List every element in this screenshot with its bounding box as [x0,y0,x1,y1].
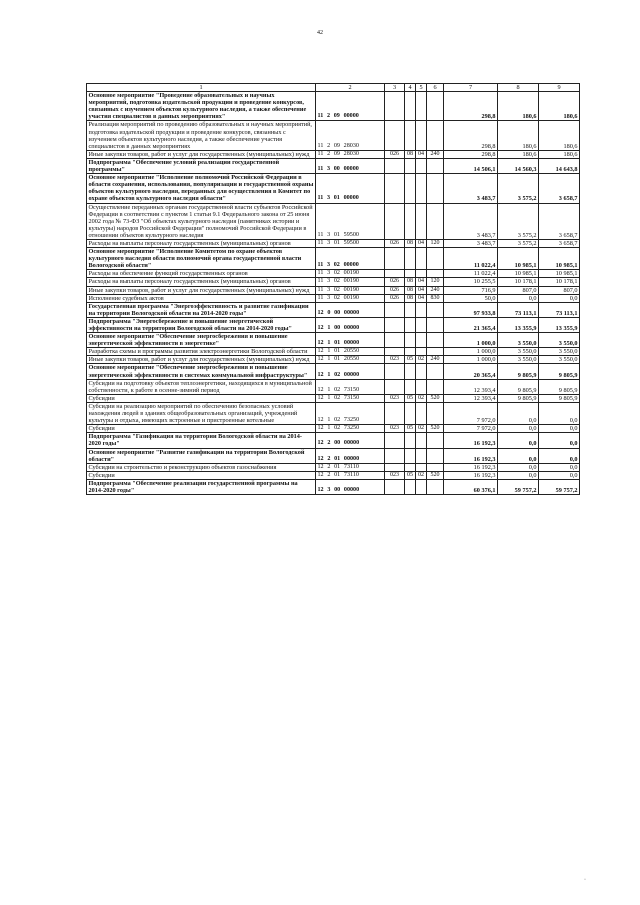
row-amount-year-3: 3 658,7 [539,174,580,203]
row-amount-year-2: 9 805,9 [498,364,539,379]
row-amount-year-3: 10 985,1 [539,270,580,278]
row-subsection-code: 04 [416,239,427,247]
table-row [87,463,580,471]
row-subsection-code [416,203,427,239]
row-expense-type-code [427,203,444,239]
row-name: Подпрограмма "Энергосбережение и повышение энергетической эффективности на территории Вологодской области на 2014-2020 годы" [87,317,316,332]
row-code: 11 2 09 00000 [316,92,385,121]
column-header-row [87,84,580,92]
row-amount-year-2: 3 550,0 [498,333,539,348]
row-subsection-code [416,433,427,448]
col-header-subsection: 5 [416,84,427,92]
row-name: Иные закупки товаров, работ и услуг для государственных (муниципальных) нужд [87,286,316,294]
row-code: 12 1 01 20550 [316,348,385,356]
row-ministry-code [385,158,405,173]
table-row [87,471,580,479]
row-code: 12 2 00 00000 [316,433,385,448]
row-name: Расходы на выплаты персоналу государственных (муниципальных) органов [87,278,316,286]
row-expense-type-code [427,248,444,270]
page-number: 42 [317,30,323,36]
row-section-code [405,203,416,239]
row-section-code: 05 [405,394,416,402]
row-subsection-code: 02 [416,356,427,364]
row-ministry-code [385,121,405,150]
row-section-code [405,317,416,332]
row-subsection-code: 02 [416,425,427,433]
row-section-code: 08 [405,239,416,247]
row-amount-year-1: 16 192,3 [444,471,498,479]
row-amount-year-2: 3 575,2 [498,174,539,203]
row-amount-year-2: 10 985,1 [498,248,539,270]
row-subsection-code: 04 [416,278,427,286]
row-name: Основное мероприятие "Обеспечение энергосбережения и повышение энергетической эффективности в энергетике" [87,333,316,348]
col-header-year-2: 8 [498,84,539,92]
row-subsection-code [416,121,427,150]
row-amount-year-1: 60 376,1 [444,479,498,494]
row-amount-year-3: 9 805,9 [539,394,580,402]
row-code: 11 3 02 00000 [316,248,385,270]
row-section-code [405,92,416,121]
col-header-ministry: 3 [385,84,405,92]
row-subsection-code [416,317,427,332]
row-ministry-code [385,479,405,494]
row-amount-year-2: 3 550,0 [498,348,539,356]
row-code: 12 1 00 00000 [316,317,385,332]
row-expense-type-code: 520 [427,471,444,479]
budget-table [86,83,580,495]
row-amount-year-3: 10 985,1 [539,248,580,270]
row-name: Расходы на выплаты персоналу государственных (муниципальных) органов [87,239,316,247]
row-amount-year-1: 3 483,7 [444,174,498,203]
row-ministry-code: 026 [385,150,405,158]
row-amount-year-1: 21 365,4 [444,317,498,332]
row-expense-type-code [427,121,444,150]
row-name: Основное мероприятие "Обеспечение энергосбережения и повышение энергетической эффективности в системах коммунальной инфраструктуры" [87,364,316,379]
table-row [87,294,580,302]
row-ministry-code [385,302,405,317]
row-amount-year-1: 1 000,0 [444,333,498,348]
row-amount-year-1: 11 022,4 [444,248,498,270]
row-amount-year-3: 0,0 [539,402,580,424]
row-amount-year-3: 0,0 [539,471,580,479]
row-amount-year-3: 3 658,7 [539,203,580,239]
row-code: 12 1 02 73150 [316,394,385,402]
row-code: 11 3 02 00190 [316,286,385,294]
row-name: Государственная программа "Энергоэффективность и развитие газификации на территории Вологодской области на 2014-2020 годы" [87,302,316,317]
row-amount-year-3: 0,0 [539,463,580,471]
row-amount-year-2: 180,6 [498,150,539,158]
row-expense-type-code [427,158,444,173]
row-expense-type-code: 520 [427,425,444,433]
row-expense-type-code [427,317,444,332]
row-expense-type-code: 240 [427,286,444,294]
row-code: 11 3 00 00000 [316,158,385,173]
row-amount-year-2: 0,0 [498,463,539,471]
row-ministry-code: 026 [385,239,405,247]
row-amount-year-2: 10 985,1 [498,270,539,278]
row-amount-year-1: 14 506,1 [444,158,498,173]
row-amount-year-1: 7 972,0 [444,425,498,433]
row-ministry-code: 023 [385,356,405,364]
row-amount-year-2: 180,6 [498,121,539,150]
table-row [87,92,580,121]
row-subsection-code [416,448,427,463]
table-row [87,158,580,173]
row-expense-type-code [427,302,444,317]
row-subsection-code [416,463,427,471]
row-amount-year-3: 0,0 [539,294,580,302]
row-subsection-code [416,402,427,424]
row-name: Субсидии [87,471,316,479]
table-row [87,356,580,364]
row-amount-year-1: 16 192,3 [444,463,498,471]
table-row [87,203,580,239]
table-row [87,333,580,348]
row-name: Подпрограмма "Газификация на территории Вологодской области на 2014-2020 годы" [87,433,316,448]
row-amount-year-1: 12 393,4 [444,379,498,394]
row-subsection-code [416,479,427,494]
row-name: Разработка схемы и программы развития электроэнергетики Вологодской области [87,348,316,356]
row-ministry-code [385,348,405,356]
row-amount-year-1: 20 365,4 [444,364,498,379]
row-amount-year-2: 180,6 [498,92,539,121]
col-header-code: 2 [316,84,385,92]
row-expense-type-code [427,448,444,463]
row-ministry-code [385,92,405,121]
table-row [87,433,580,448]
row-section-code [405,333,416,348]
table-row [87,150,580,158]
row-section-code [405,248,416,270]
row-subsection-code [416,348,427,356]
row-ministry-code [385,270,405,278]
row-amount-year-1: 3 483,7 [444,203,498,239]
row-ministry-code [385,379,405,394]
row-name: Субсидии на подготовку объектов теплоэнергетики, находящихся в муниципальной собственности, к работе в осенне-зимний период [87,379,316,394]
row-amount-year-3: 3 550,0 [539,356,580,364]
col-header-name: 1 [87,84,316,92]
row-amount-year-2: 0,0 [498,433,539,448]
row-amount-year-2: 9 805,9 [498,379,539,394]
row-amount-year-1: 1 000,0 [444,348,498,356]
row-expense-type-code [427,270,444,278]
row-ministry-code [385,463,405,471]
row-amount-year-1: 3 483,7 [444,239,498,247]
row-amount-year-2: 14 560,3 [498,158,539,173]
row-section-code [405,479,416,494]
row-code: 12 1 02 73250 [316,425,385,433]
row-amount-year-3: 807,0 [539,286,580,294]
row-expense-type-code [427,402,444,424]
row-name: Субсидии [87,425,316,433]
row-subsection-code: 04 [416,286,427,294]
row-section-code: 08 [405,150,416,158]
row-name: Основное мероприятие "Развитие газификации на территории Вологодской области" [87,448,316,463]
row-section-code: 08 [405,286,416,294]
row-amount-year-2: 3 575,2 [498,203,539,239]
row-amount-year-3: 14 643,8 [539,158,580,173]
row-subsection-code: 04 [416,150,427,158]
row-subsection-code [416,379,427,394]
row-amount-year-3: 10 178,1 [539,278,580,286]
table-row [87,239,580,247]
row-code: 11 3 02 00190 [316,278,385,286]
row-name: Подпрограмма "Обеспечение реализации государственной программы на 2014-2020 годы" [87,479,316,494]
row-amount-year-3: 180,6 [539,150,580,158]
row-section-code [405,463,416,471]
row-section-code: 08 [405,294,416,302]
table-row [87,402,580,424]
row-subsection-code [416,158,427,173]
row-ministry-code: 026 [385,294,405,302]
row-name: Исполнение судебных актов [87,294,316,302]
row-ministry-code [385,433,405,448]
row-section-code [405,348,416,356]
row-section-code [405,121,416,150]
table-row [87,348,580,356]
row-section-code [405,448,416,463]
col-header-year-1: 7 [444,84,498,92]
row-code: 12 1 02 73250 [316,402,385,424]
row-amount-year-1: 7 972,0 [444,402,498,424]
row-amount-year-2: 3 550,0 [498,356,539,364]
row-amount-year-1: 716,9 [444,286,498,294]
row-amount-year-3: 0,0 [539,433,580,448]
table-row [87,121,580,150]
row-section-code [405,379,416,394]
row-amount-year-1: 298,8 [444,150,498,158]
row-section-code [405,433,416,448]
row-expense-type-code [427,174,444,203]
row-ministry-code [385,317,405,332]
row-expense-type-code: 240 [427,150,444,158]
row-section-code: 05 [405,425,416,433]
table-row [87,317,580,332]
table-row [87,394,580,402]
row-amount-year-2: 59 757,2 [498,479,539,494]
row-code: 11 3 01 59500 [316,239,385,247]
row-expense-type-code: 240 [427,356,444,364]
row-amount-year-3: 0,0 [539,448,580,463]
row-name: Субсидии на строительство и реконструкцию объектов газоснабжения [87,463,316,471]
table-row [87,479,580,494]
row-section-code [405,270,416,278]
row-code: 11 2 09 28030 [316,150,385,158]
row-code: 12 2 01 00000 [316,448,385,463]
row-section-code [405,158,416,173]
row-amount-year-1: 10 255,5 [444,278,498,286]
row-code: 12 3 00 00000 [316,479,385,494]
row-name: Субсидии [87,394,316,402]
row-amount-year-3: 0,0 [539,425,580,433]
row-name: Основное мероприятие "Исполнение полномочий Российской Федерации в области сохранения, использования, популяризации и государственной охраны объектов культурного наследия, переданных для осуществления в Комитет по охране объектов культурного наследия области" [87,174,316,203]
row-amount-year-1: 11 022,4 [444,270,498,278]
table-row [87,174,580,203]
row-expense-type-code: 830 [427,294,444,302]
row-section-code: 05 [405,356,416,364]
row-amount-year-3: 59 757,2 [539,479,580,494]
row-expense-type-code [427,463,444,471]
row-code: 12 0 00 00000 [316,302,385,317]
row-amount-year-3: 180,6 [539,92,580,121]
row-amount-year-2: 73 113,1 [498,302,539,317]
row-ministry-code [385,364,405,379]
row-name: Иные закупки товаров, работ и услуг для государственных (муниципальных) нужд [87,356,316,364]
row-subsection-code [416,248,427,270]
row-ministry-code: 026 [385,278,405,286]
row-expense-type-code: 520 [427,394,444,402]
table-row [87,448,580,463]
row-ministry-code [385,174,405,203]
row-amount-year-1: 298,8 [444,121,498,150]
row-subsection-code [416,333,427,348]
corner-mark: · [584,877,586,883]
row-amount-year-2: 10 178,1 [498,278,539,286]
row-ministry-code [385,402,405,424]
row-code: 11 3 02 00190 [316,294,385,302]
table-row [87,248,580,270]
row-amount-year-2: 3 575,2 [498,239,539,247]
row-subsection-code [416,174,427,203]
row-subsection-code [416,364,427,379]
table-row [87,302,580,317]
row-name: Расходы на обеспечение функций государственных органов [87,270,316,278]
table-row [87,379,580,394]
table-row [87,364,580,379]
row-amount-year-3: 180,6 [539,121,580,150]
row-amount-year-3: 3 550,0 [539,348,580,356]
row-code: 12 2 01 73110 [316,463,385,471]
row-ministry-code [385,448,405,463]
row-section-code [405,174,416,203]
row-expense-type-code: 120 [427,278,444,286]
table-row [87,286,580,294]
row-amount-year-1: 1 000,0 [444,356,498,364]
row-amount-year-2: 807,0 [498,286,539,294]
row-amount-year-3: 9 805,9 [539,379,580,394]
col-header-expense-type: 6 [427,84,444,92]
row-subsection-code [416,92,427,121]
row-code: 11 3 02 00190 [316,270,385,278]
row-code: 11 2 09 28030 [316,121,385,150]
row-subsection-code [416,302,427,317]
row-amount-year-1: 16 192,3 [444,448,498,463]
row-name: Подпрограмма "Обеспечение условий реализации государственной программы" [87,158,316,173]
table-row [87,270,580,278]
row-expense-type-code [427,379,444,394]
col-header-section: 4 [405,84,416,92]
table-row [87,425,580,433]
row-expense-type-code [427,364,444,379]
row-amount-year-1: 97 933,8 [444,302,498,317]
row-code: 12 2 01 73110 [316,471,385,479]
row-amount-year-2: 0,0 [498,294,539,302]
row-amount-year-3: 9 805,9 [539,364,580,379]
col-header-year-3: 9 [539,84,580,92]
row-subsection-code: 04 [416,294,427,302]
row-amount-year-3: 3 550,0 [539,333,580,348]
row-ministry-code: 023 [385,425,405,433]
row-code: 12 1 02 00000 [316,364,385,379]
row-name: Иные закупки товаров, работ и услуг для государственных (муниципальных) нужд [87,150,316,158]
row-ministry-code: 026 [385,286,405,294]
row-amount-year-3: 73 113,1 [539,302,580,317]
row-amount-year-1: 50,0 [444,294,498,302]
row-subsection-code: 02 [416,394,427,402]
row-name: Основное мероприятие "Проведение образовательных и научных мероприятий, подготовка издательской продукции и проведение конкурсов, связанных с изучением объектов культурного наследия, а также обеспечение участия специалистов в данных мероприятиях" [87,92,316,121]
row-expense-type-code: 120 [427,239,444,247]
row-ministry-code [385,333,405,348]
row-subsection-code: 02 [416,471,427,479]
row-expense-type-code [427,348,444,356]
row-amount-year-2: 9 805,9 [498,394,539,402]
row-name: Основное мероприятие "Исполнение Комитетом по охране объектов культурного наследия области полномочий органа государственной власти Вологодской области" [87,248,316,270]
row-amount-year-3: 13 355,9 [539,317,580,332]
row-amount-year-2: 0,0 [498,448,539,463]
row-expense-type-code [427,479,444,494]
row-amount-year-1: 12 393,4 [444,394,498,402]
row-amount-year-3: 3 658,7 [539,239,580,247]
row-amount-year-1: 16 192,3 [444,433,498,448]
row-section-code [405,402,416,424]
row-amount-year-2: 13 355,9 [498,317,539,332]
row-amount-year-2: 0,0 [498,425,539,433]
row-code: 11 3 01 00000 [316,174,385,203]
row-ministry-code [385,203,405,239]
row-amount-year-1: 298,8 [444,92,498,121]
row-ministry-code: 023 [385,394,405,402]
row-amount-year-2: 0,0 [498,402,539,424]
row-expense-type-code [427,92,444,121]
row-name: Субсидии на реализацию мероприятий по обеспечению безопасных условий нахождения людей в зданиях общеобразовательных организаций, учреждений культуры и отдыха, имеющих встроенные и пристроенные котельные [87,402,316,424]
row-section-code: 08 [405,278,416,286]
row-name: Осуществление переданных органам государственной власти субъектов Российской Федерации в соответствии с пунктом 1 статьи 9.1 Федерального закона от 25 июня 2002 года № 73-ФЗ "Об объектах культурного наследия (памятниках истории и культуры) народов Российской Федерации" полномочий Российской Федерации в отношении объектов культурного наследия [87,203,316,239]
row-section-code [405,302,416,317]
row-expense-type-code [427,333,444,348]
row-subsection-code [416,270,427,278]
row-section-code [405,364,416,379]
table-row [87,278,580,286]
row-ministry-code: 023 [385,471,405,479]
row-code: 12 1 01 00000 [316,333,385,348]
row-name: Реализация мероприятий по проведению образовательных и научных мероприятий, подготовка издательской продукции и проведение конкурсов, связанных с изучением объектов культурного наследия, а также обеспечение участия специалистов в данных мероприятиях [87,121,316,150]
budget-table-body [87,84,580,495]
row-amount-year-2: 0,0 [498,471,539,479]
row-code: 11 3 01 59500 [316,203,385,239]
row-section-code: 05 [405,471,416,479]
row-expense-type-code [427,433,444,448]
row-code: 12 1 02 73150 [316,379,385,394]
row-ministry-code [385,248,405,270]
row-code: 12 1 01 20550 [316,356,385,364]
